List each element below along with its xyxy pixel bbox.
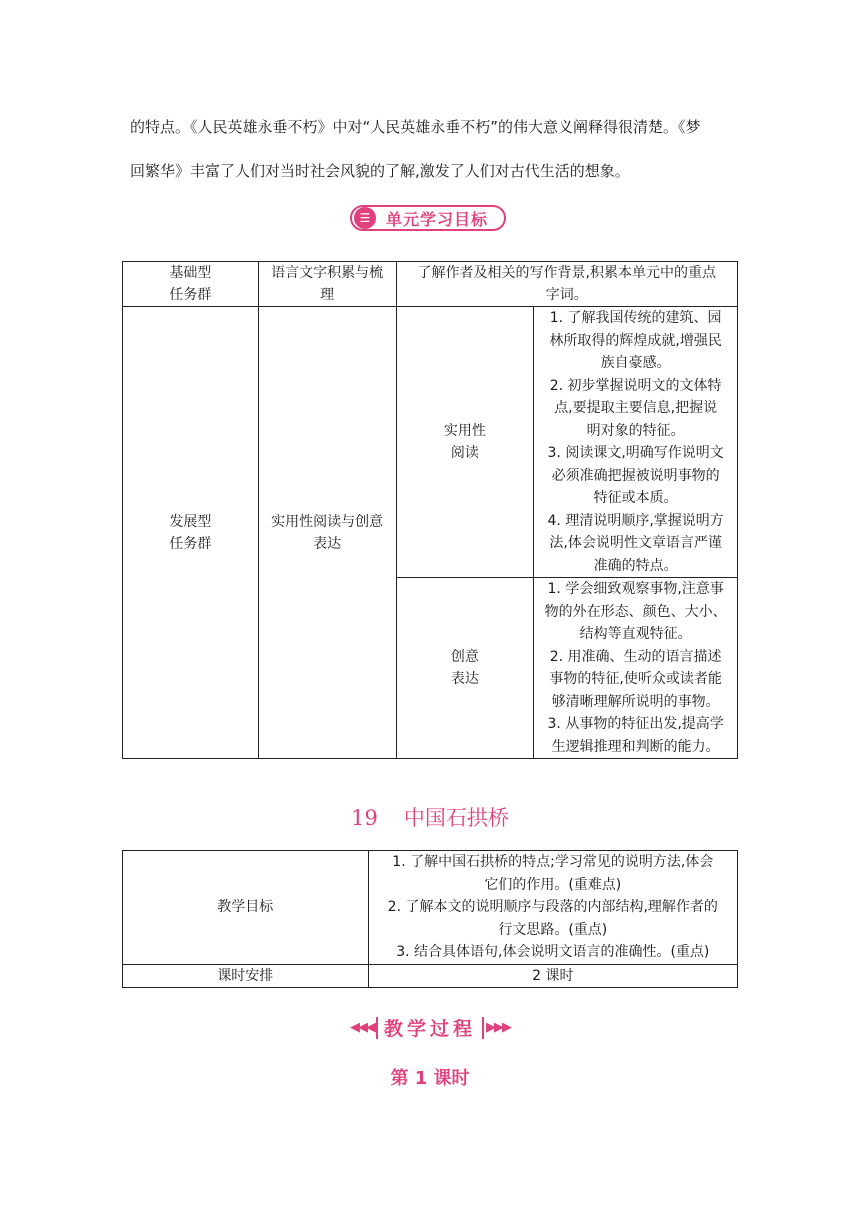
- goal-line: 生逻辑推理和判断的能力。: [551, 738, 720, 755]
- lesson-name: 中国石拱桥: [403, 806, 509, 830]
- process-label: 教学过程: [383, 1018, 476, 1040]
- intro-line-2: 回繁华》丰富了人们对当时社会风貌的了解,激发了人们对古代生活的想象。: [130, 162, 630, 180]
- lesson-title: [0, 802, 860, 832]
- book-icon: ☰: [354, 207, 376, 229]
- cell-line: 创意: [450, 649, 479, 665]
- goal-line: 2. 初步掌握说明文的文体特: [549, 377, 722, 394]
- goal-line: 物的外在形态、颜色、大小、: [544, 603, 727, 620]
- goal-line: 法,体会说明性文章语言严谨: [549, 535, 722, 551]
- sub-creative-expression: [396, 578, 534, 759]
- goal-line: 3. 阅读课文,明确写作说明文: [547, 445, 724, 461]
- task-basic: [258, 262, 396, 307]
- table-row: [123, 262, 738, 307]
- teaching-goals-list: [368, 851, 737, 965]
- goal-line: 准确的特点。: [593, 557, 678, 574]
- divider-bar: [482, 1017, 484, 1039]
- schedule-label: 课时安排: [123, 964, 369, 987]
- table-row: [123, 964, 738, 987]
- unit-goals-label: 单元学习目标: [386, 209, 489, 229]
- goal-line: 特征或本质。: [593, 490, 678, 506]
- goal-line: 2. 用准确、生动的语言描述: [549, 648, 722, 665]
- goal-line: 行文思路。(重点): [498, 921, 608, 938]
- cell-line: 任务群: [169, 287, 212, 303]
- goal-line: 1. 了解我国传统的建筑、园: [549, 310, 722, 326]
- cell-line: 发展型: [169, 513, 212, 530]
- schedule-value: 2 课时: [368, 964, 737, 987]
- goal-line: 够清晰理解所说明的事物。: [551, 693, 720, 710]
- left-arrows-icon: ◀◀◀: [349, 1020, 374, 1035]
- cell-line: 理: [320, 287, 335, 303]
- goal-line: 它们的作用。(重难点): [484, 876, 622, 893]
- process-heading: [0, 1014, 860, 1041]
- cell-line: 实用性阅读与创意: [271, 513, 384, 530]
- teaching-goals-label: 教学目标: [123, 851, 369, 965]
- cell-line: 阅读: [450, 445, 479, 461]
- cell-line: 基础型: [169, 265, 212, 281]
- goal-line: 3. 从事物的特征出发,提高学: [547, 716, 724, 732]
- cell-line: 语言文字积累与梳: [271, 265, 384, 281]
- goal-line: 1. 了解中国石拱桥的特点;学习常见的说明方法,体会: [392, 854, 714, 870]
- goal-line: 4. 理清说明顺序,掌握说明方: [547, 512, 724, 529]
- cell-line: 实用性: [443, 423, 486, 439]
- goal-line: 必须准确把握被说明事物的: [551, 467, 720, 484]
- cell-line: 表达: [450, 671, 479, 687]
- sub-practical-reading: [396, 307, 534, 578]
- goal-basic: [396, 262, 737, 307]
- table-row: [123, 851, 738, 965]
- goals-practical-reading: [534, 307, 738, 578]
- goal-line: 明对象的特征。: [586, 422, 685, 439]
- goal-line: 点,要提取主要信息,把握说: [554, 400, 718, 416]
- goal-line: 结构等直观特征。: [579, 626, 692, 642]
- lesson-goals-table: [122, 850, 738, 988]
- cell-line: 了解作者及相关的写作背景,积累本单元中的重点: [417, 265, 716, 281]
- task-group-development: [123, 307, 259, 759]
- unit-goals-badge: [350, 205, 506, 231]
- goals-creative-expression: [534, 578, 738, 759]
- table-row: [123, 307, 738, 578]
- goal-line: 3. 结合具体语句,体会说明文语言的准确性。(重点): [396, 944, 710, 960]
- cell-line: 表达: [313, 535, 342, 552]
- cell-line: 字词。: [545, 287, 588, 303]
- goal-line: 事物的特征,使听众或读者能: [549, 671, 722, 687]
- task-development: [258, 307, 396, 759]
- divider-bar: [376, 1017, 378, 1039]
- goal-line: 1. 学会细致观察事物,注意事: [547, 581, 724, 597]
- goal-line: 2. 了解本文的说明顺序与段落的内部结构,理解作者的: [387, 899, 718, 915]
- cell-line: 任务群: [169, 535, 212, 552]
- goal-line: 林所取得的辉煌成就,增强民: [549, 332, 722, 349]
- unit-goals-table: [122, 261, 738, 759]
- right-arrows-icon: ▶▶▶: [486, 1020, 510, 1035]
- goal-line: 族自豪感。: [600, 355, 671, 371]
- lesson-number: 19: [351, 806, 378, 830]
- task-group-basic: [123, 262, 259, 307]
- intro-line-1: 的特点。《人民英雄永垂不朽》中对“人民英雄永垂不朽”的伟大意义阐释得很清楚。《梦: [130, 118, 701, 136]
- lesson-session: 第 1 课时: [390, 1068, 470, 1089]
